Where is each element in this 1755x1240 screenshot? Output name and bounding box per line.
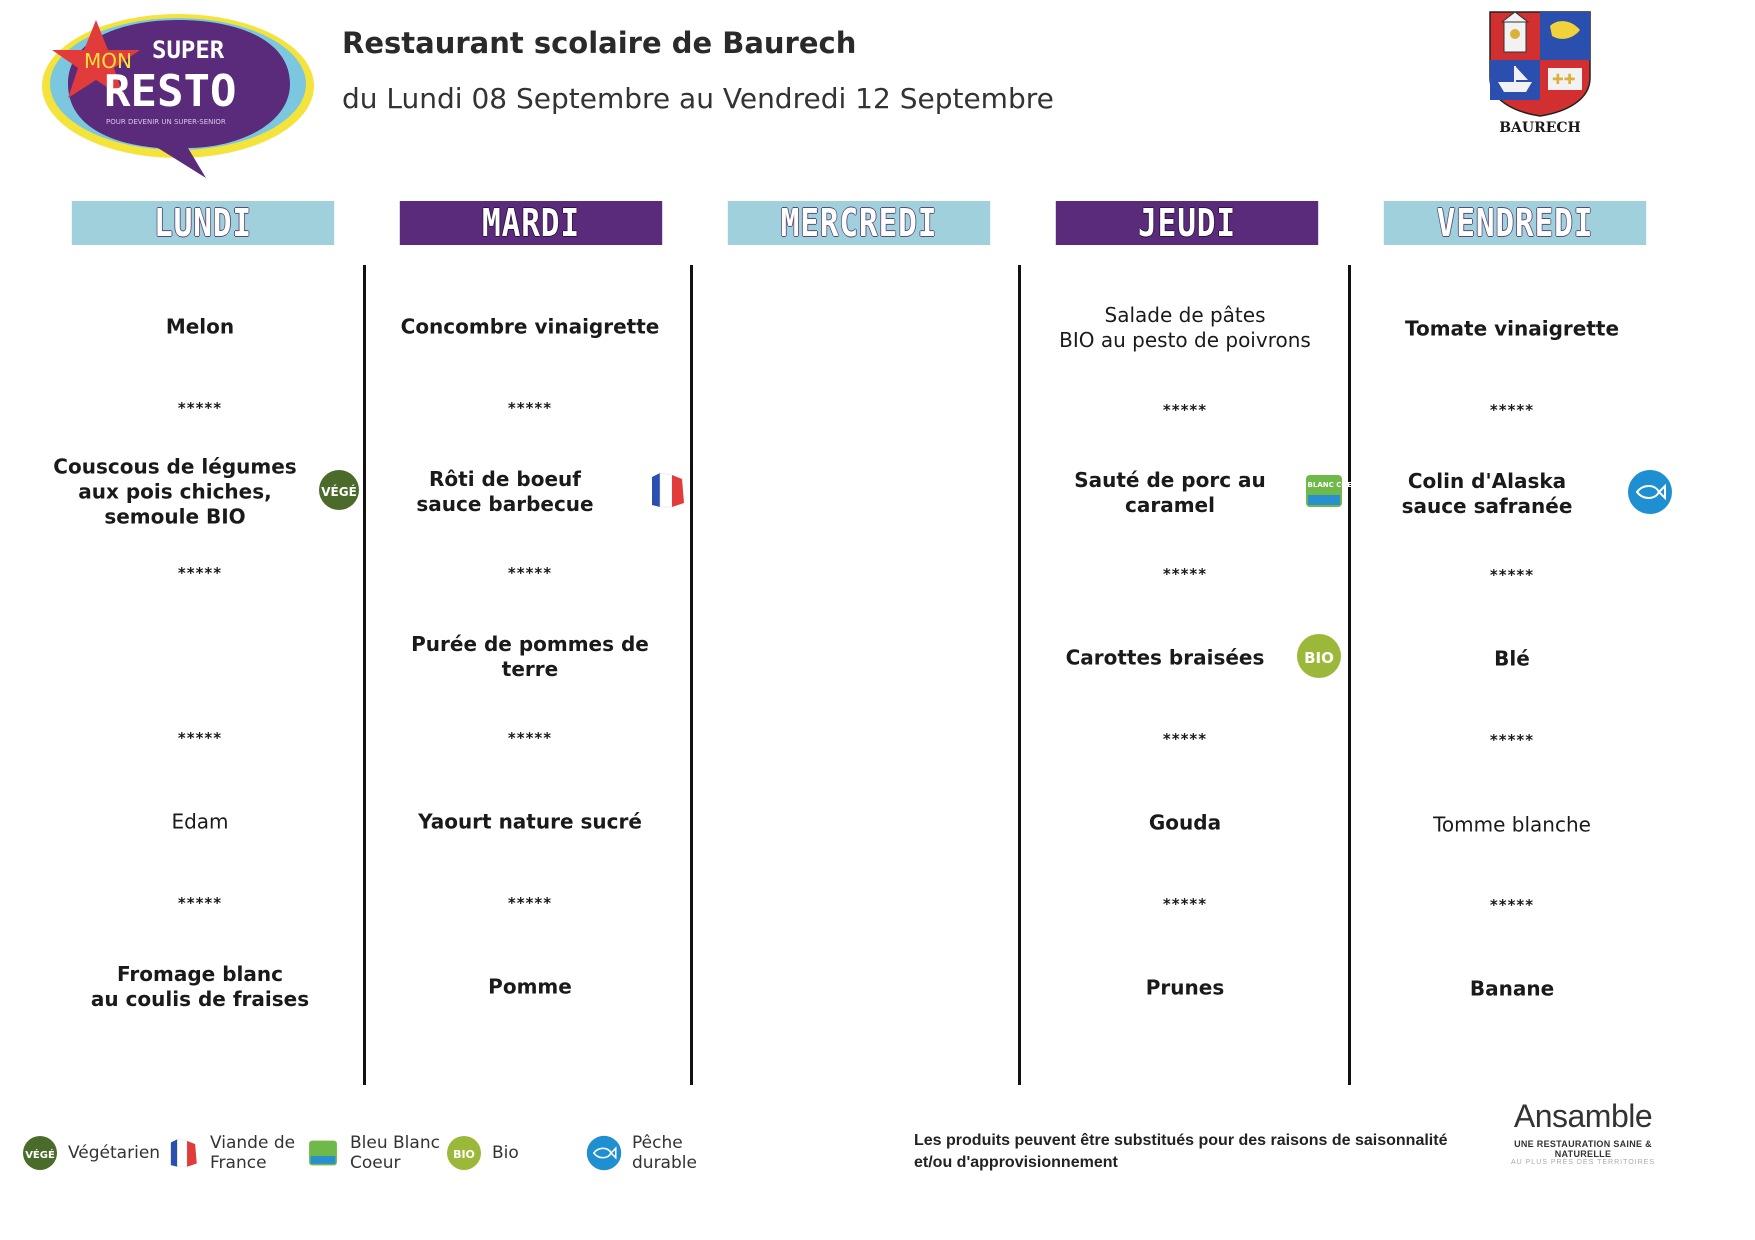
course-separator: *****: [507, 399, 553, 417]
menu-column-lundi: [50, 265, 350, 1085]
day-header-lundi: LUNDI: [72, 201, 334, 245]
day-header-mardi: MARDI: [400, 201, 662, 245]
menu-column-vendredi: [1362, 265, 1662, 1085]
bio-badge-text: BIO: [1304, 649, 1334, 667]
page-subtitle: du Lundi 08 Septembre au Vendredi 12 Septembre: [342, 82, 1054, 115]
ansamble-tagline-2: AU PLUS PRÈS DES TERRITOIRES: [1510, 1159, 1656, 1166]
menu-item-side: Purée de pommes de terre: [411, 632, 649, 681]
menu-column-mardi: [380, 265, 680, 1085]
logo-mon: MON: [84, 49, 132, 73]
crest-name: BAURECH: [1499, 120, 1581, 136]
menu-item-main: Couscous de légumes aux pois chiches, semoule BIO: [53, 454, 297, 529]
page-title: Restaurant scolaire de Baurech: [342, 26, 857, 60]
course-separator: *****: [1489, 566, 1535, 584]
legend-label: Bio: [492, 1143, 519, 1163]
ansamble-name: Ansamble: [1513, 1098, 1653, 1134]
menu-item-main: Colin d'Alaska sauce safranée: [1401, 469, 1573, 518]
day-header-vendredi: VENDREDI: [1384, 201, 1646, 245]
logo-tagline: POUR DEVENIR UN SUPER-SENIOR: [106, 118, 226, 126]
menu-item-main: Rôti de boeuf sauce barbecue: [416, 467, 594, 516]
menu-item-side: Blé: [1494, 646, 1530, 671]
course-separator: *****: [507, 564, 553, 582]
legend-france: [166, 1130, 295, 1176]
menu-item-dessert: Banane: [1469, 976, 1555, 1001]
ansamble-tagline: UNE RESTAURATION SAINE & NATURELLE: [1514, 1139, 1652, 1159]
course-separator: *****: [177, 894, 223, 912]
menu-item-cheese: Gouda: [1148, 810, 1222, 835]
menu-item-side: Carottes braisées: [1065, 645, 1265, 670]
vege-badge-text: VÉGÉ: [321, 485, 357, 499]
course-separator: *****: [1162, 401, 1208, 419]
mon-super-resto-logo: [38, 6, 318, 186]
column-divider: [1348, 265, 1351, 1085]
ansamble-logo: [1488, 1098, 1678, 1166]
logo-resto-word: RESTO: [104, 66, 237, 117]
column-divider: [363, 265, 366, 1085]
baurech-crest: [1480, 8, 1600, 136]
menu-item-starter: Salade de pâtes BIO au pesto de poivrons: [1059, 303, 1311, 352]
menu-item-dairy: Yaourt nature sucré: [418, 809, 642, 834]
legend-label: Viande de France: [210, 1133, 296, 1173]
course-separator: *****: [1489, 731, 1535, 749]
france-legend-icon: [166, 1135, 200, 1171]
day-header-mercredi: MERCREDI: [728, 201, 990, 245]
crest-shield-icon: [1480, 8, 1600, 118]
france-flag-icon: [646, 469, 688, 515]
course-separator: *****: [177, 399, 223, 417]
bio-legend-icon: [446, 1135, 482, 1171]
menu-item-dessert: Pomme: [488, 974, 572, 999]
course-separator: *****: [1162, 565, 1208, 583]
menu-item-starter: Concombre vinaigrette: [400, 314, 660, 339]
legend-bleu-blanc-coeur: [306, 1130, 440, 1176]
legend-bio: [446, 1130, 519, 1176]
legend-vegetarian: [22, 1130, 160, 1176]
substitution-notice: Les produits peuvent être substitués pour des raisons de saisonnalité et/ou d'approvisionnement: [914, 1132, 1448, 1171]
fish-badge-icon: [1627, 469, 1673, 519]
column-divider: [1018, 265, 1021, 1085]
menu-item-dessert: Fromage blanc au coulis de fraises: [90, 962, 310, 1011]
bbc-legend-icon: [306, 1136, 340, 1170]
course-separator: *****: [507, 894, 553, 912]
column-divider: [690, 265, 693, 1085]
course-separator: *****: [1162, 895, 1208, 913]
course-separator: *****: [1489, 401, 1535, 419]
legend-label: Pêche durable: [632, 1133, 697, 1173]
menu-item-main: Sauté de porc au caramel: [1074, 468, 1266, 517]
course-separator: *****: [177, 564, 223, 582]
vege-legend-icon: [22, 1135, 58, 1171]
fish-legend-icon: [586, 1135, 622, 1171]
menu-item-dessert: Prunes: [1145, 975, 1225, 1000]
logo-super: SUPER: [152, 36, 225, 64]
bleu-blanc-coeur-icon: [1284, 469, 1364, 517]
bbc-badge-text: BLEU BLANC COEUR: [1284, 481, 1364, 489]
course-separator: *****: [1162, 730, 1208, 748]
course-separator: *****: [1489, 896, 1535, 914]
bio-legend-badge-text: BIO: [453, 1148, 475, 1161]
day-header-jeudi: JEUDI: [1056, 201, 1318, 245]
legend-label: Végétarien: [68, 1143, 161, 1163]
course-separator: *****: [177, 729, 223, 747]
legend-label: Bleu Blanc Coeur: [350, 1133, 440, 1173]
menu-item-starter: Tomate vinaigrette: [1404, 316, 1620, 341]
menu-item-cheese: Edam: [171, 809, 229, 834]
menu-item-starter: Melon: [165, 314, 235, 339]
menu-item-cheese: Tomme blanche: [1433, 812, 1591, 837]
svg-text:✚✚: ✚✚: [1552, 72, 1576, 88]
vege-badge-icon: [318, 469, 360, 515]
legend-peche-durable: [586, 1130, 697, 1176]
course-separator: *****: [507, 729, 553, 747]
menu-column-jeudi: [1035, 265, 1335, 1085]
bio-badge-icon: [1296, 633, 1342, 683]
vege-legend-badge-text: VÉGÉ: [25, 1150, 55, 1161]
